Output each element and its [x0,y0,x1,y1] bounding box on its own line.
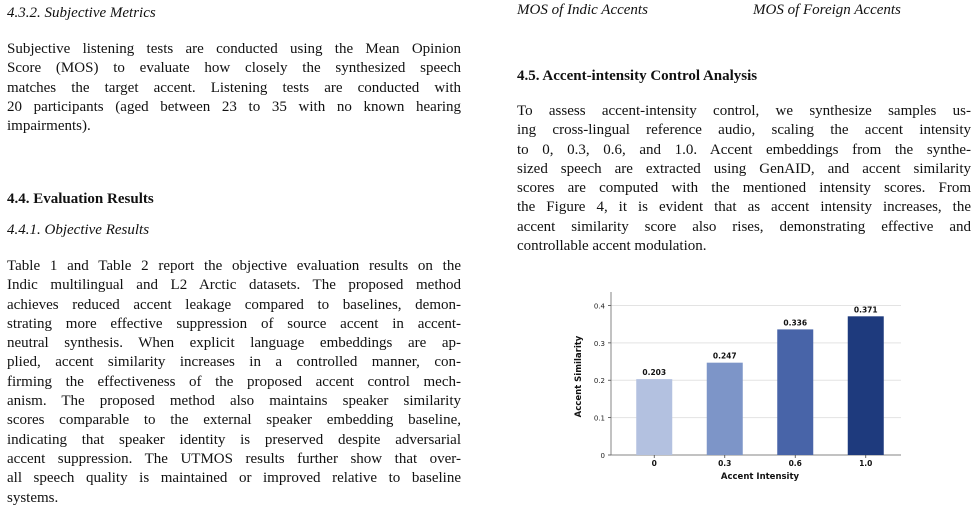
section-heading-evaluation-results: 4.4. Evaluation Results [7,191,154,207]
subsection-heading-objective-results: 4.4.1. Objective Results [7,222,150,238]
paragraph-subjective-metrics [7,40,461,136]
bar-0.3 [707,363,743,455]
text-line: sized speech are extracted using GenAID, and accent similarity [517,160,971,177]
bar-0 [636,379,672,455]
bar-value-label: 0.336 [783,318,808,328]
bar-value-label: 0.203 [642,368,667,378]
text-line: To assess accent-intensity control, we synthesize samples us- [517,103,971,119]
text-line: anism. The proposed method also maintains speaker similarity [7,393,461,410]
y-tick-label: 0 [600,452,605,460]
text-line: plied, accent similarity increases in a controlled manner, con- [7,354,461,371]
y-tick-label: 0.1 [593,414,605,423]
paragraph-accent-intensity [517,102,971,256]
text-line: all speech quality is maintained or improved relative to baseline [7,470,461,487]
x-axis-label: Accent Intensity [720,472,800,482]
text-line: indicating that speaker identity is preserved despite adversarial [7,431,461,448]
x-tick-label: 0.6 [788,459,802,468]
text-line: Subjective listening tests are conducted using the Mean Opinion [7,41,461,57]
caption-mos-indic-accents: MOS of Indic Accents [517,2,648,18]
x-tick-label: 0.3 [718,459,732,468]
x-tick-label: 0 [651,459,657,468]
chart-canvas [567,283,907,488]
caption-mos-foreign-accents: MOS of Foreign Accents [753,2,901,18]
text-line: to 0, 0.3, 0.6, and 1.0. Accent embeddings from the synthe- [517,141,971,158]
text-line: firming the effectiveness of the proposed accent control mech- [7,373,461,390]
text-line: systems. [7,489,59,506]
y-axis-label: Accent Similarity [574,335,584,418]
text-line: Indic multilingual and L2 Arctic datasets. The proposed method [7,277,461,294]
text-line: Score (MOS) to evaluate how closely the synthesized speech [7,60,461,77]
subsection-heading-subjective-metrics: 4.3.2. Subjective Metrics [7,5,156,21]
text-line: accent similarity score also rises, demonstrating effective and [517,218,971,235]
text-line: achieves reduced accent leakage compared to baselines, demon- [7,296,461,313]
text-line: matches the target accent. Listening tests are conducted with [7,79,461,96]
text-line: the Figure 4, it is evident that as accent intensity increases, the [517,199,971,216]
text-line: impairments). [7,118,91,135]
bar-0.6 [777,329,813,455]
y-tick-label: 0.3 [593,339,605,348]
text-line: neutral synthesis. When explicit language embeddings are ap- [7,335,461,352]
text-line: Table 1 and Table 2 report the objective evaluation results on the [7,258,461,274]
y-tick-label: 0.4 [593,302,605,311]
text-line: scores comparable to the external speaker embedding baseline, [7,412,461,429]
bar-value-label: 0.371 [853,305,878,315]
text-line: strating more effective suppression of source accent in accent- [7,315,461,332]
text-line: scores are computed with the mentioned intensity scores. From [517,180,971,197]
bar-1.0 [848,316,884,455]
y-tick-label: 0.2 [593,377,605,386]
text-line: accent suppression. The UTMOS results further show that over- [7,450,461,467]
section-heading-accent-intensity: 4.5. Accent-intensity Control Analysis [517,68,758,84]
text-line: controllable accent modulation. [517,238,707,255]
x-tick-label: 1.0 [859,459,873,468]
text-line: 20 participants (aged between 23 to 35 with no known hearing [7,98,461,115]
accent-similarity-bar-chart [567,283,907,488]
bar-value-label: 0.247 [712,351,737,361]
text-line: ing cross-lingual reference audio, scaling the accent intensity [517,122,971,139]
paragraph-objective-results [7,257,461,508]
